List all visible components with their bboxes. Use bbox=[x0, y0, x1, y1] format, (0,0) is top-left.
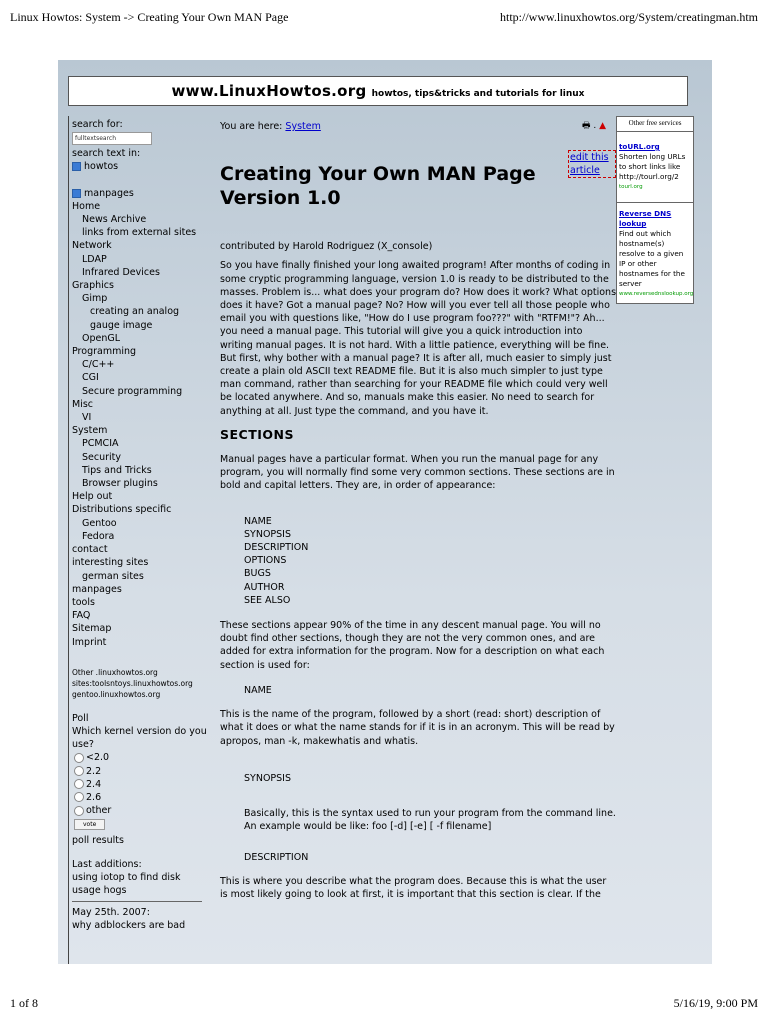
contributor: contributed by Harold Rodriguez (X_console) bbox=[220, 241, 433, 253]
description-label: DESCRIPTION bbox=[244, 852, 309, 864]
nav-item[interactable]: VI bbox=[82, 412, 92, 424]
nav-item[interactable]: Gentoo bbox=[82, 517, 117, 529]
tourl-text: Shorten long URLs to short links like http://tourl.org/2 bbox=[619, 152, 686, 181]
checkbox-icon[interactable] bbox=[72, 162, 81, 171]
nav-item[interactable]: System bbox=[72, 425, 108, 437]
news-item-link[interactable]: why adblockers are bad bbox=[72, 920, 186, 932]
print-icon[interactable]: 🖶 bbox=[582, 121, 591, 131]
nav-item[interactable]: Imprint bbox=[72, 636, 107, 648]
title-line-2: Version 1.0 bbox=[220, 187, 341, 209]
nav-item[interactable]: Programming bbox=[72, 346, 137, 358]
section-list-item: SEE ALSO bbox=[244, 594, 291, 606]
poll-option[interactable] bbox=[72, 791, 212, 804]
nav-item[interactable]: Graphics bbox=[72, 280, 114, 292]
nav-item[interactable]: Network bbox=[72, 240, 112, 252]
nav-item[interactable]: C/C++ bbox=[82, 359, 115, 371]
nav-item[interactable]: LDAP bbox=[82, 253, 107, 265]
section-list-item: NAME bbox=[244, 515, 272, 527]
nav-item[interactable]: Distributions specific bbox=[72, 504, 172, 516]
sidebar-border bbox=[68, 116, 69, 964]
nav-item[interactable]: creating an analog bbox=[90, 306, 180, 318]
nav-item[interactable]: links from external sites bbox=[82, 227, 197, 239]
nav-item[interactable]: german sites bbox=[82, 570, 144, 582]
nav-item[interactable]: Misc bbox=[72, 398, 94, 410]
service-tourl bbox=[617, 132, 693, 196]
nav-item[interactable]: Fedora bbox=[82, 530, 115, 542]
reversedns-link[interactable]: Reverse DNS lookup bbox=[619, 209, 672, 228]
edit-article-link[interactable]: edit this article bbox=[568, 150, 616, 178]
search-input[interactable]: fulltextsearch bbox=[72, 132, 152, 145]
option-howtos[interactable] bbox=[72, 160, 212, 173]
page-title bbox=[220, 162, 536, 210]
poll-option-label: 2.6 bbox=[86, 791, 102, 803]
sections-heading: SECTIONS bbox=[220, 426, 294, 442]
poll-option-label: other bbox=[86, 805, 112, 817]
nav-item[interactable]: Tips and Tricks bbox=[82, 464, 152, 476]
nav-item[interactable]: Browser plugins bbox=[82, 478, 158, 490]
nav-item[interactable]: manpages bbox=[72, 583, 122, 595]
left-sidebar bbox=[72, 118, 212, 933]
intro-paragraph: So you have finally finished your long awaited program! After months of coding in some cryptic programming language, version 1.0 is ready to be distributed to the masses. Problem is... what does your program do? How does it work? What options does it have? Got a manual page? No? How will you ever tell all those people who email you with questions like, "How do I use program foo???" with "RTFM!"? Ah... you need a manual page. This tutorial will give you a quick introduction into writing manual pages. It is not hard. With a little patience, everything will be fine. But first, why bother with a manual page? It is after all, much easier to simply just create a plain old ASCII text README file. But it is also much simpler to just type man command, rather than searching for your README file which could very well be located anywhere. And so, manuals make this easier. No need to search for anything at all. Just type the command, and you have it. bbox=[220, 260, 617, 417]
poll-option-label: 2.2 bbox=[86, 765, 102, 777]
print-footer-page: 1 of 8 bbox=[10, 996, 38, 1010]
breadcrumb bbox=[220, 120, 616, 133]
breadcrumb-system-link[interactable]: System bbox=[285, 121, 321, 132]
pdf-icon[interactable]: ▲ bbox=[599, 121, 607, 131]
reversedns-url[interactable]: www.reversednslookup.org bbox=[619, 291, 694, 297]
sections-intro: Manual pages have a particular format. When you run the manual page for any program, you will normally find some very common sections. These sections are in bold and capital letters. They are, in order of appearance: bbox=[220, 454, 615, 492]
search-in-label: search text in: bbox=[72, 148, 141, 160]
nav-item[interactable]: Infrared Devices bbox=[82, 266, 160, 278]
web-page bbox=[58, 60, 712, 964]
nav-item[interactable]: Security bbox=[82, 451, 122, 463]
poll-question: Which kernel version do you use? bbox=[72, 725, 207, 751]
last-addition-link[interactable]: using iotop to find disk usage hogs bbox=[72, 871, 181, 896]
right-sidebar bbox=[616, 116, 694, 304]
option-howtos-label: howtos bbox=[84, 161, 119, 173]
nav-menu bbox=[72, 200, 212, 649]
description-text: This is where you describe what the program does. Because this is what the user is most likely going to look at first, it is important that this section is clear. If the bbox=[220, 875, 607, 900]
synopsis-label: SYNOPSIS bbox=[244, 772, 292, 784]
nav-item[interactable]: gauge image bbox=[90, 319, 153, 331]
reversedns-text: Find out which hostname(s) resolve to a given IP or other hostnames for the server bbox=[619, 229, 685, 288]
print-header-title: Linux Howtos: System -> Creating Your Own MAN Page bbox=[10, 10, 289, 24]
nav-item[interactable]: Help out bbox=[72, 491, 113, 503]
poll-option[interactable] bbox=[72, 751, 212, 764]
site-banner bbox=[68, 76, 688, 106]
nav-item[interactable]: Secure programming bbox=[82, 385, 183, 397]
nav-item[interactable]: CGI bbox=[82, 372, 99, 384]
vote-button[interactable]: vote bbox=[74, 819, 105, 830]
services-header: Other free services bbox=[617, 117, 693, 132]
tourl-link[interactable]: toURL.org bbox=[619, 142, 660, 151]
radio-icon[interactable] bbox=[74, 792, 84, 802]
main-content bbox=[220, 120, 616, 901]
nav-item[interactable]: interesting sites bbox=[72, 557, 149, 569]
site-name[interactable]: www.LinuxHowtos.org bbox=[171, 82, 367, 100]
nav-item[interactable]: News Archive bbox=[82, 214, 147, 226]
name-text: This is the name of the program, followed by a short (read: short) description of what it does or what the name stands for if it is in an acronym. This will be read by apropos, man -k, makewhatis and whatis. bbox=[220, 709, 615, 747]
section-list-item: DESCRIPTION bbox=[244, 542, 309, 554]
radio-icon[interactable] bbox=[74, 753, 84, 763]
synopsis-text: Basically, this is the syntax used to run your program from the command line. An example would be like: foo [-d] [-e] [ -f filename] bbox=[244, 807, 616, 833]
print-footer-datetime: 5/16/19, 9:00 PM bbox=[673, 996, 758, 1010]
section-list bbox=[220, 515, 616, 607]
poll-options bbox=[72, 751, 212, 817]
poll-option[interactable] bbox=[72, 765, 212, 778]
print-header-url: http://www.linuxhowtos.org/System/creatingman.htm bbox=[500, 10, 758, 24]
poll-option-label: 2.4 bbox=[86, 778, 102, 790]
tourl-url[interactable]: tourl.org bbox=[619, 184, 643, 190]
divider bbox=[72, 901, 202, 902]
service-reversedns bbox=[617, 202, 693, 303]
other-sites[interactable]: Other .linuxhowtos.org sites:toolsntoys.linuxhowtos.org gentoo.linuxhowtos.org bbox=[72, 667, 193, 699]
poll-option[interactable] bbox=[72, 778, 212, 791]
poll-option[interactable] bbox=[72, 804, 212, 817]
sections-after: These sections appear 90% of the time in any descent manual page. You will no doubt find other sections, though they are not the very common ones, and are added for extra information for the program. Now for a description on what each section is used for: bbox=[220, 620, 605, 671]
radio-icon[interactable] bbox=[74, 779, 84, 789]
search-label: search for: bbox=[72, 119, 123, 130]
option-manpages[interactable] bbox=[72, 187, 212, 200]
title-line-1: Creating Your Own MAN Page bbox=[220, 163, 536, 185]
site-tagline: howtos, tips&tricks and tutorials for linux bbox=[371, 89, 585, 99]
article-tools: 🖶 . ▲ bbox=[582, 121, 607, 131]
name-label: NAME bbox=[244, 684, 272, 696]
nav-item[interactable]: FAQ bbox=[72, 610, 91, 622]
section-list-item: AUTHOR bbox=[244, 581, 285, 593]
poll-label: Poll bbox=[72, 712, 89, 724]
nav-item[interactable]: OpenGL bbox=[82, 332, 121, 344]
section-list-item: OPTIONS bbox=[244, 555, 287, 567]
last-additions-label: Last additions: bbox=[72, 858, 142, 870]
checkbox-icon[interactable] bbox=[72, 189, 81, 198]
nav-item[interactable]: PCMCIA bbox=[82, 438, 119, 450]
section-list-item: SYNOPSIS bbox=[244, 528, 292, 540]
nav-item[interactable]: Gimp bbox=[82, 293, 108, 305]
option-manpages-label: manpages bbox=[84, 187, 134, 199]
poll-option-label: <2.0 bbox=[86, 752, 110, 764]
news-date: May 25th. 2007: bbox=[72, 907, 150, 919]
breadcrumb-label: You are here: bbox=[220, 121, 283, 132]
section-list-item: BUGS bbox=[244, 568, 271, 580]
nav-item[interactable]: contact bbox=[72, 544, 108, 556]
nav-item[interactable]: Sitemap bbox=[72, 623, 112, 635]
radio-icon[interactable] bbox=[74, 766, 84, 776]
poll-results-link[interactable]: poll results bbox=[72, 835, 124, 847]
nav-item[interactable]: tools bbox=[72, 596, 95, 608]
nav-item[interactable]: Home bbox=[72, 200, 101, 212]
radio-icon[interactable] bbox=[74, 806, 84, 816]
